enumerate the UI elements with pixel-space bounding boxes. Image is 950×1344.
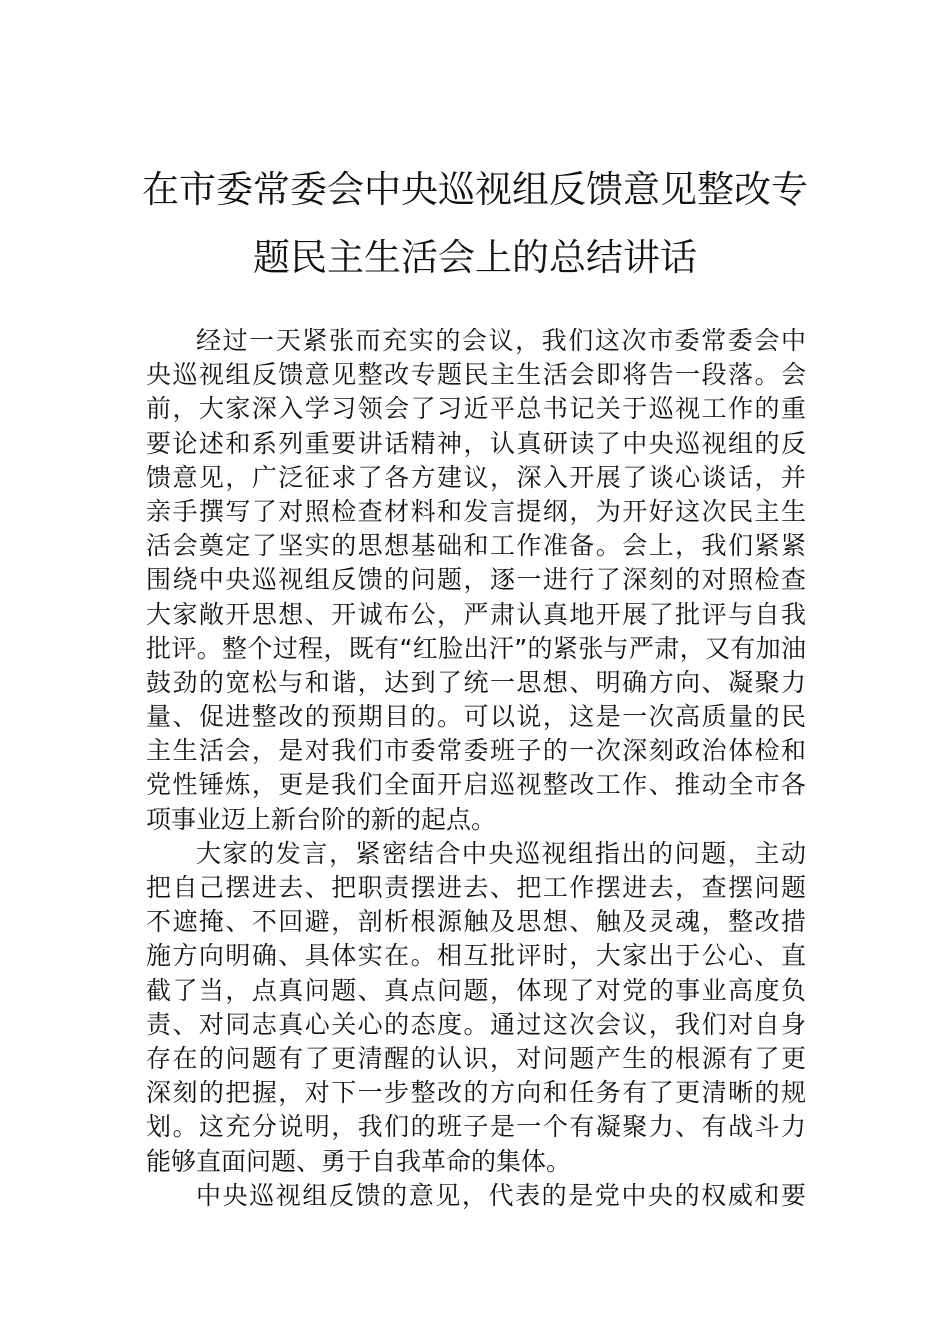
document-body: [146, 324, 806, 1213]
paragraph-1-line: 鼓劲的宽松与和谐，达到了统一思想、明确方向、凝聚力: [146, 667, 806, 697]
paragraph-2-line: 不遮掩、不回避，剖析根源触及思想、触及灵魂，整改措: [146, 907, 806, 937]
paragraph-2-line: 截了当，点真问题、真点问题，体现了对党的事业高度负: [146, 975, 806, 1005]
paragraph-1-line: 批评。整个过程，既有“红脸出汗”的紧张与严肃，又有加油: [146, 633, 806, 663]
paragraph-2-line: 存在的问题有了更清醒的认识，对问题产生的根源有了更: [146, 1043, 806, 1073]
paragraph-1-line: 项事业迈上新台阶的新的起点。: [146, 804, 497, 834]
paragraph-2-line: 划。这充分说明，我们的班子是一个有凝聚力、有战斗力: [146, 1112, 806, 1142]
paragraph-1-line: 经过一天紧张而充实的会议，我们这次市委常委会中: [196, 326, 806, 355]
paragraph-1-line: 馈意见，广泛征求了各方建议，深入开展了谈心谈话，并: [146, 462, 806, 492]
document-title-line-2: 题民主生活会上的总结讲话: [253, 236, 697, 279]
paragraph-1-line: 主生活会，是对我们市委常委班子的一次深刻政治体检和: [146, 736, 806, 766]
paragraph-1-line: 活会奠定了坚实的思想基础和工作准备。会上，我们紧紧: [146, 531, 806, 561]
paragraph-2-line: 深刻的把握，对下一步整改的方向和任务有了更清晰的规: [146, 1078, 806, 1108]
paragraph-1-line: 围绕中央巡视组反馈的问题，逐一进行了深刻的对照检查: [146, 565, 806, 595]
paragraph-1-line: 要论述和系列重要讲话精神，认真研读了中央巡视组的反: [146, 428, 806, 458]
paragraph-1-line: 前，大家深入学习领会了习近平总书记关于巡视工作的重: [146, 394, 806, 424]
paragraph-1-line: 大家敞开思想、开诚布公，严肃认真地开展了批评与自我: [146, 599, 806, 629]
paragraph-2-line: 施方向明确、具体实在。相互批评时，大家出于公心、直: [146, 941, 806, 971]
paragraph-1-line: 央巡视组反馈意见整改专题民主生活会即将告一段落。会: [146, 360, 806, 390]
paragraph-2-line: 能够直面问题、勇于自我革命的集体。: [146, 1146, 572, 1176]
paragraph-2-line: 责、对同志真心关心的态度。通过这次会议，我们对自身: [146, 1009, 806, 1039]
paragraph-2-line: 大家的发言，紧密结合中央巡视组指出的问题，主动: [196, 838, 806, 868]
paragraph-2-line: 把自己摆进去、把职责摆进去、把工作摆进去，查摆问题: [146, 873, 806, 902]
paragraph-1-line: 量、促进整改的预期目的。可以说，这是一次高质量的民: [146, 702, 806, 732]
paragraph-1-line: 党性锤炼，更是我们全面开启巡视整改工作、推动全市各: [146, 770, 806, 800]
paragraph-3-line: 中央巡视组反馈的意见，代表的是党中央的权威和要: [196, 1180, 806, 1210]
paragraph-1-line: 亲手撰写了对照检查材料和发言提纲，为开好这次民主生: [146, 496, 806, 526]
document-title-line-1: 在市委常委会中央巡视组反馈意见整改专: [142, 168, 808, 211]
